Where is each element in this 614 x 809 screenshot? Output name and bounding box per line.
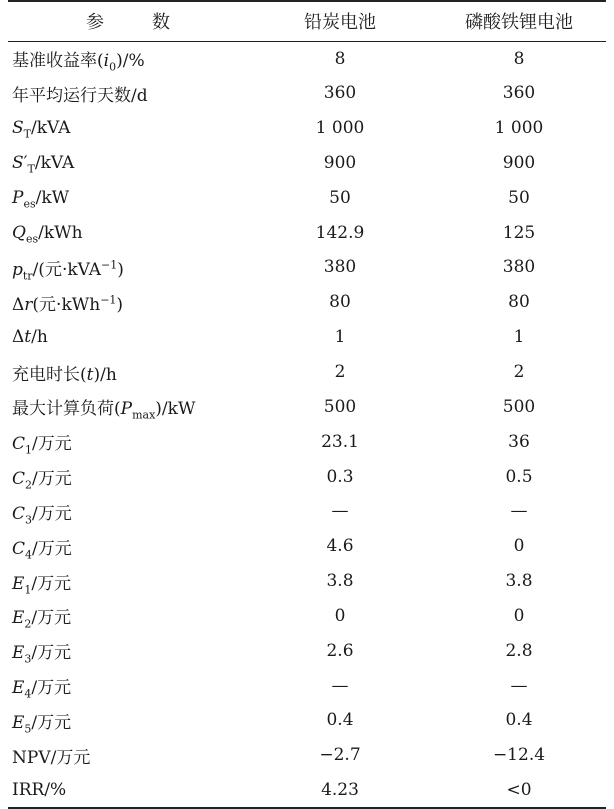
row-label-post: /kW [35,187,70,208]
row-label-sub: 4 [24,687,32,701]
row-label-post: (元·kWh [32,294,101,315]
value-lead-carbon: −2.7 [319,745,361,766]
value-lfp: 0 [513,605,525,626]
row-label-var: P [120,399,133,420]
row-label-post: /kVA [34,152,75,173]
row-label [8,529,248,564]
value-lead-carbon: 1 [334,327,346,348]
value-lead-carbon: — [331,675,349,696]
value-lead-carbon: 4.6 [326,536,354,557]
header-param-a: 参 [86,12,104,34]
table-row [8,494,606,529]
value-lead-carbon: 2 [334,362,346,383]
row-label-sup: −1 [101,258,118,272]
value-lfp: 380 [502,257,536,278]
row-label-sub: 2 [25,478,33,492]
row-label-var: E [12,608,25,629]
table-row [8,180,606,215]
row-label-sub: T [27,162,35,176]
row-label [8,250,248,285]
row-label-sub: 3 [25,513,33,527]
header-col1: 铅炭电池 [248,1,432,41]
value-lfp: 3.8 [505,571,533,592]
row-label [8,599,248,634]
table-row [8,564,606,599]
table-row [8,633,606,668]
row-label-var: r [24,294,33,315]
row-label-post: /万元 [32,538,72,559]
value-lfp: 900 [502,152,536,173]
row-label-post: /万元 [31,678,72,699]
table-row [8,773,606,808]
row-label [8,424,248,459]
row-label [8,389,248,424]
table-row [8,703,606,738]
value-lfp: 360 [502,83,536,104]
table-row [8,599,606,634]
row-label [8,459,248,494]
row-label [8,285,248,320]
row-label-post: /万元 [32,434,72,455]
value-lfp: 0.4 [505,710,533,731]
table-row [8,738,606,773]
value-lead-carbon: 50 [329,187,351,208]
row-label-post: )/% [116,51,145,72]
value-lead-carbon: 3.8 [326,571,354,592]
row-label-post: /万元 [32,469,72,490]
row-label-post: /万元 [31,608,72,629]
row-label [8,703,248,738]
parameter-table [8,0,606,809]
row-label-pre: 基准收益率( [12,51,104,72]
row-label-pre: Δ [12,294,25,315]
row-label-post: /万元 [31,643,72,664]
row-label [8,111,248,146]
value-lead-carbon: 1 000 [315,118,365,139]
row-label [8,633,248,668]
table-row [8,76,606,111]
value-lfp: 1 000 [494,118,544,139]
row-label-post: /万元 [31,573,72,594]
header-param [8,1,248,41]
value-lead-carbon: 0.3 [326,466,354,487]
row-label-pre: 年平均运行天数/d [12,85,148,106]
row-label [8,773,248,808]
parameter-table-container [8,0,606,800]
value-lead-carbon: 500 [323,396,357,417]
row-label [8,355,248,390]
row-label-var: C [12,503,26,524]
value-lead-carbon: 900 [323,152,357,173]
table-row [8,111,606,146]
row-label-var: P [12,187,24,208]
row-label-post: )/h [93,364,117,385]
row-label-prime: ′ [23,152,28,173]
row-label-sub: 3 [24,652,32,666]
row-label-end: ) [117,259,124,280]
row-label-var: i [103,51,110,72]
row-label [8,320,248,355]
header-col2: 磷酸铁锂电池 [432,1,606,41]
row-label-var: E [12,573,25,594]
row-label-sub: 1 [25,443,33,457]
value-lfp: 2 [513,362,525,383]
value-lfp: 1 [513,327,525,348]
table-row [8,320,606,355]
value-lfp: 500 [502,396,536,417]
table-body [8,41,606,808]
value-lfp: 36 [508,431,530,452]
row-label [8,564,248,599]
value-lead-carbon: 2.6 [326,640,354,661]
row-label-var: C [12,538,26,559]
header-row [8,1,606,41]
row-label-var: C [12,434,26,455]
row-label-pre: NPV/万元 [12,747,91,768]
row-label-sub: 2 [24,617,32,631]
row-label-sup: −1 [100,293,117,307]
table-row [8,146,606,181]
row-label-var: Q [12,222,26,243]
row-label-pre: Δ [12,327,25,348]
row-label-post: )/kW [155,399,196,420]
value-lead-carbon: 142.9 [315,222,365,243]
row-label [8,146,248,181]
row-label-var: t [86,364,94,385]
value-lead-carbon: 23.1 [321,431,359,452]
header-param-b: 数 [152,12,170,34]
value-lfp: 80 [508,292,530,313]
row-label [8,41,248,76]
table-row [8,215,606,250]
value-lfp: 50 [508,187,530,208]
row-label-var: E [12,678,25,699]
row-label [8,668,248,703]
row-label-post: /h [31,327,48,348]
row-label-pre: IRR/% [12,779,67,800]
row-label-sub: T [23,127,31,141]
row-label-var: E [12,712,25,733]
row-label-var: S [12,152,24,173]
value-lead-carbon: 4.23 [248,773,432,808]
value-lfp: — [510,675,528,696]
value-lfp: 0.5 [505,466,533,487]
value-lfp: 8 [513,48,525,69]
row-label-pre: 充电时长( [12,364,87,385]
table-row [8,668,606,703]
row-label [8,494,248,529]
value-lead-carbon: 0 [334,605,346,626]
table-row [8,389,606,424]
row-label-post: /kVA [31,118,71,139]
row-label [8,76,248,111]
value-lfp: — [510,501,528,522]
row-label-post: /万元 [32,503,72,524]
value-lead-carbon: 8 [334,48,346,69]
table-row [8,250,606,285]
row-label [8,215,248,250]
row-label-post: /万元 [31,712,72,733]
row-label-sub: es [25,232,39,246]
value-lfp: −12.4 [492,745,546,766]
value-lead-carbon: 0.4 [326,710,354,731]
value-lead-carbon: 360 [323,83,357,104]
table-row [8,285,606,320]
row-label-var: t [24,327,32,348]
row-label-sub: 0 [109,60,117,74]
row-label [8,180,248,215]
value-lead-carbon: 80 [329,292,351,313]
row-label-sub: 5 [24,722,32,736]
table-row [8,355,606,390]
row-label-sub: 1 [24,582,32,596]
row-label-end: ) [116,294,124,315]
table-row [8,424,606,459]
value-lfp: 125 [502,222,536,243]
row-label-post: /kWh [38,222,83,243]
row-label-sub: max [132,408,156,422]
value-lead-carbon: — [331,501,349,522]
row-label [8,738,248,773]
table-row [8,529,606,564]
value-lfp: 0 [513,536,525,557]
row-label-sub: es [23,197,36,211]
row-label-sub: tr [22,269,33,283]
row-label-post: /(元·kVA [32,259,102,280]
table-row [8,459,606,494]
row-label-var: E [12,643,25,664]
value-lfp: <0 [432,773,606,808]
value-lead-carbon: 380 [323,257,357,278]
row-label-pre: 最大计算负荷( [12,399,121,420]
row-label-var: C [12,469,26,490]
table-row [8,41,606,76]
row-label-sub: 4 [25,548,33,562]
row-label-var: p [12,259,23,280]
row-label-var: S [12,118,24,139]
value-lfp: 2.8 [505,640,533,661]
table-header [8,1,606,41]
